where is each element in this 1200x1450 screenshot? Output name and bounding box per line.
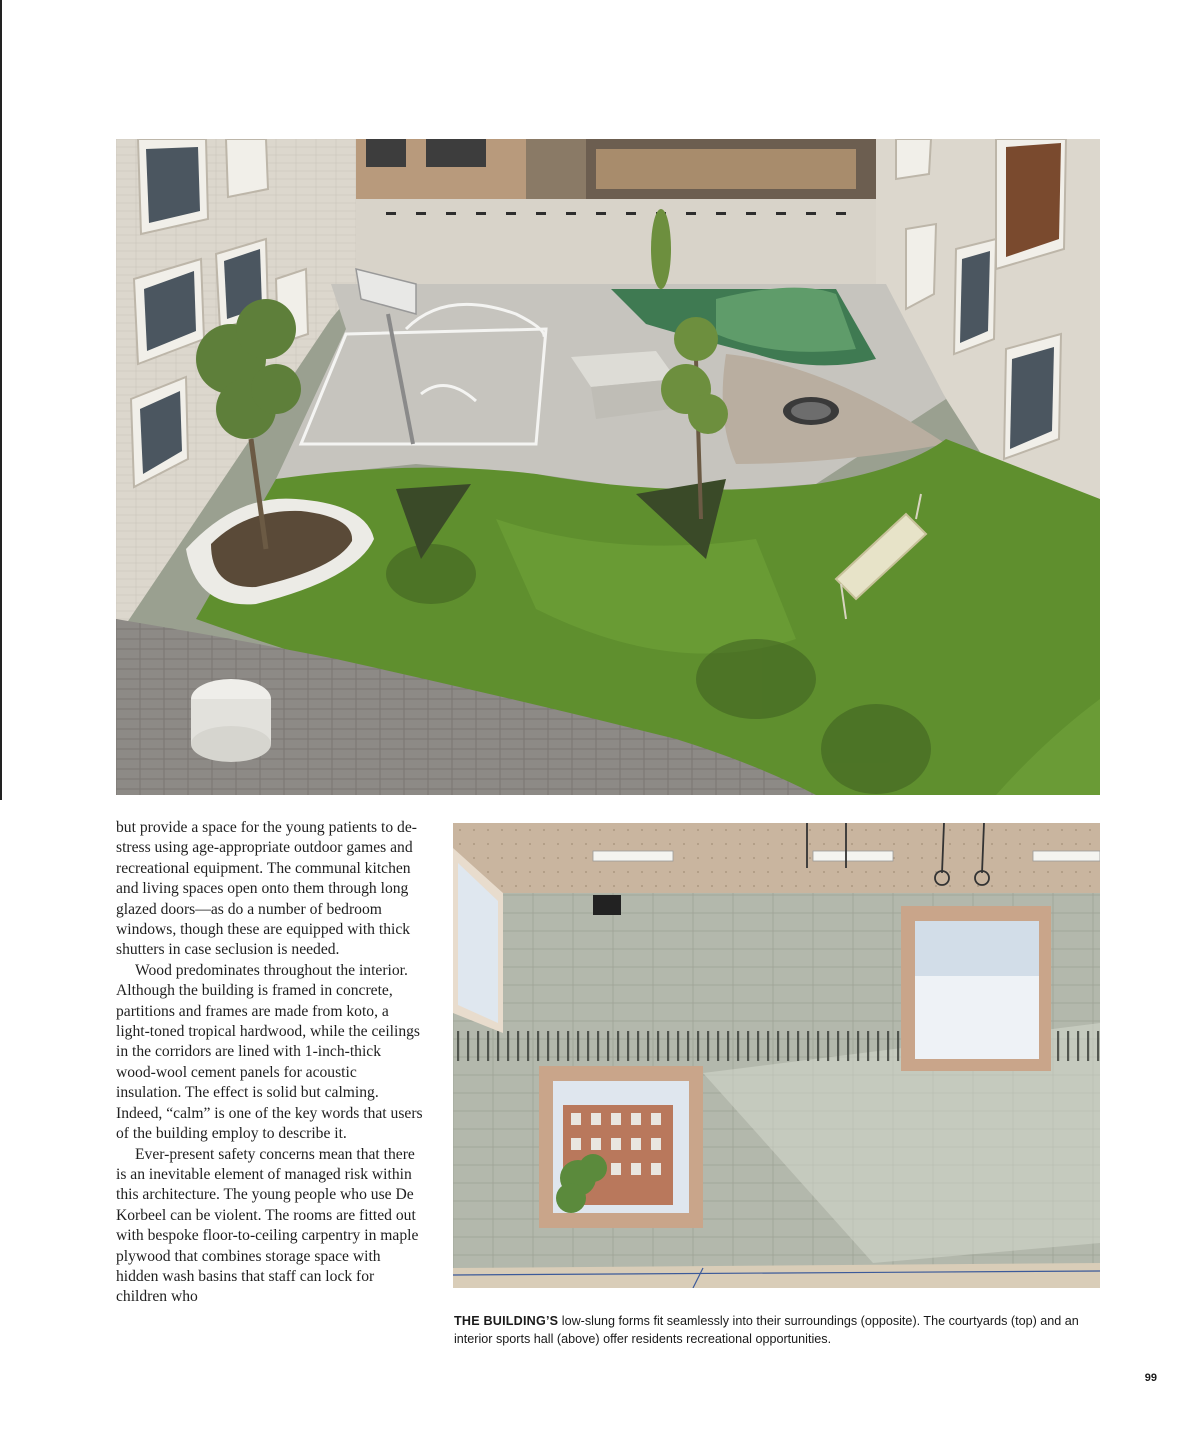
photo-caption [454, 1312, 1104, 1348]
page-edge-strip [0, 0, 2, 800]
sports-hall-photo [453, 823, 1100, 1288]
caption-text: low-slung forms fit seamlessly into their surroundings (opposite). The courtyards (top) and an interior sports hall (above) offer residents recreational opportunities. [454, 1314, 1079, 1346]
courtyard-illustration [116, 139, 1100, 795]
page-number: 99 [1144, 1372, 1157, 1384]
sports-hall-illustration [453, 823, 1100, 1288]
caption-lead: THE BUILDING’S [454, 1314, 559, 1328]
article-body [116, 818, 424, 1308]
courtyard-photo [116, 139, 1100, 795]
article-paragraph: but provide a space for the young patients to de-stress using age-appropriate outdoor games and recreational equipment. The communal kitchen and living spaces open onto them through long glazed doors—as do a number of bedroom windows, though these are equipped with thick shutters in case seclusion is needed. [116, 819, 417, 959]
article-paragraph: Wood predominates throughout the interior. Although the building is framed in concrete, partitions and frames are made from koto, a light-toned tropical hardwood, while the ceilings in the corridors are lined with 1-inch-thick wood-wool cement panels for acoustic insulation. The effect is solid but calming. Indeed, “calm” is one of the key words that users of the building employ to describe it. [116, 961, 423, 1143]
article-paragraph: Ever-present safety concerns mean that there is an inevitable element of managed risk within this architecture. The young people who use De Korbeel can be violent. The rooms are fitted out with bespoke floor-to-ceiling carpentry in maple plywood that combines storage space with hidden wash basins that staff can lock for children who [116, 1145, 419, 1306]
